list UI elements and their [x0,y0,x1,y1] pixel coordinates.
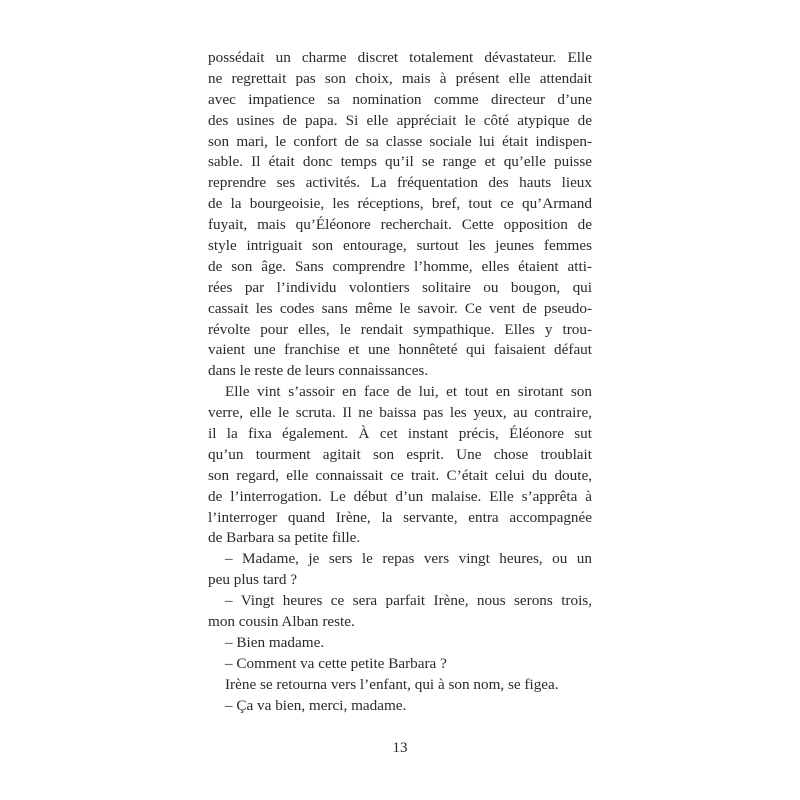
text-line: révolte pour elles, le rendait sympathique. Elles y trou- [208,320,592,338]
text-line: mon cousin Alban reste. [208,613,355,631]
text-line: il la fixa également. À cet instant précis, Éléonore sut [208,425,592,443]
text-line: reprendre ses activités. La fréquentation des hauts lieux [208,174,592,192]
text-line: avec impatience sa nomination comme directeur d’une [208,90,592,108]
text-line: de son âge. Sans comprendre l’homme, elles étaient atti- [208,257,592,275]
text-line: peu plus tard ? [208,571,297,589]
text-line: rées par l’individu volontiers solitaire ou bougon, qui [208,278,592,296]
text-line: possédait un charme discret totalement dévastateur. Elle [208,49,592,66]
text-line: son mari, le confort de sa classe sociale lui était indispen- [208,132,592,150]
text-line: de Barbara sa petite fille. [208,529,361,547]
text-line: qu’un tourment agitait son esprit. Une chose troublait [208,445,592,463]
text-line: de l’interrogation. Le début d’un malaise. Elle s’apprêta à [208,487,592,505]
text-line: – Ça va bien, merci, madame. [225,696,407,714]
text-line: Elle vint s’assoir en face de lui, et tout en sirotant son [225,383,592,401]
text-line: – Comment va cette petite Barbara ? [225,654,447,672]
text-line: – Bien madame. [225,633,325,651]
text-line: sable. Il était donc temps qu’il se range et qu’elle puisse [208,153,592,171]
text-line: style intriguait son entourage, surtout les jeunes femmes [208,237,592,255]
text-line: – Madame, je sers le repas vers vingt heures, ou un [225,550,592,568]
text-line: des usines de papa. Si elle appréciait le côté atypique de [208,111,592,129]
text-line: dans le reste de leurs connaissances. [208,362,429,380]
text-line: Irène se retourna vers l’enfant, qui à son nom, se figea. [225,675,559,693]
text-line: vaient une franchise et une honnêteté qui faisaient défaut [208,341,592,359]
text-line: fuyait, mais qu’Éléonore recherchait. Cette opposition de [208,216,592,234]
text-line: l’interroger quand Irène, la servante, entra accompagnée [208,508,592,526]
text-line: – Vingt heures ce sera parfait Irène, nous serons trois, [225,592,592,610]
text-line: verre, elle le scruta. Il ne baissa pas les yeux, au contraire, [208,404,592,422]
text-line: ne regrettait pas son choix, mais à présent elle attendait [208,69,592,87]
text-line: son regard, elle connaissait ce trait. C’était celui du doute, [208,466,592,484]
page-number: 13 [392,740,408,756]
text-line: cassait les codes sans même le savoir. Ce vent de pseudo- [208,299,592,317]
text-line: de la bourgeoisie, les réceptions, bref, tout ce qu’Armand [208,195,592,213]
body-text [208,48,592,717]
